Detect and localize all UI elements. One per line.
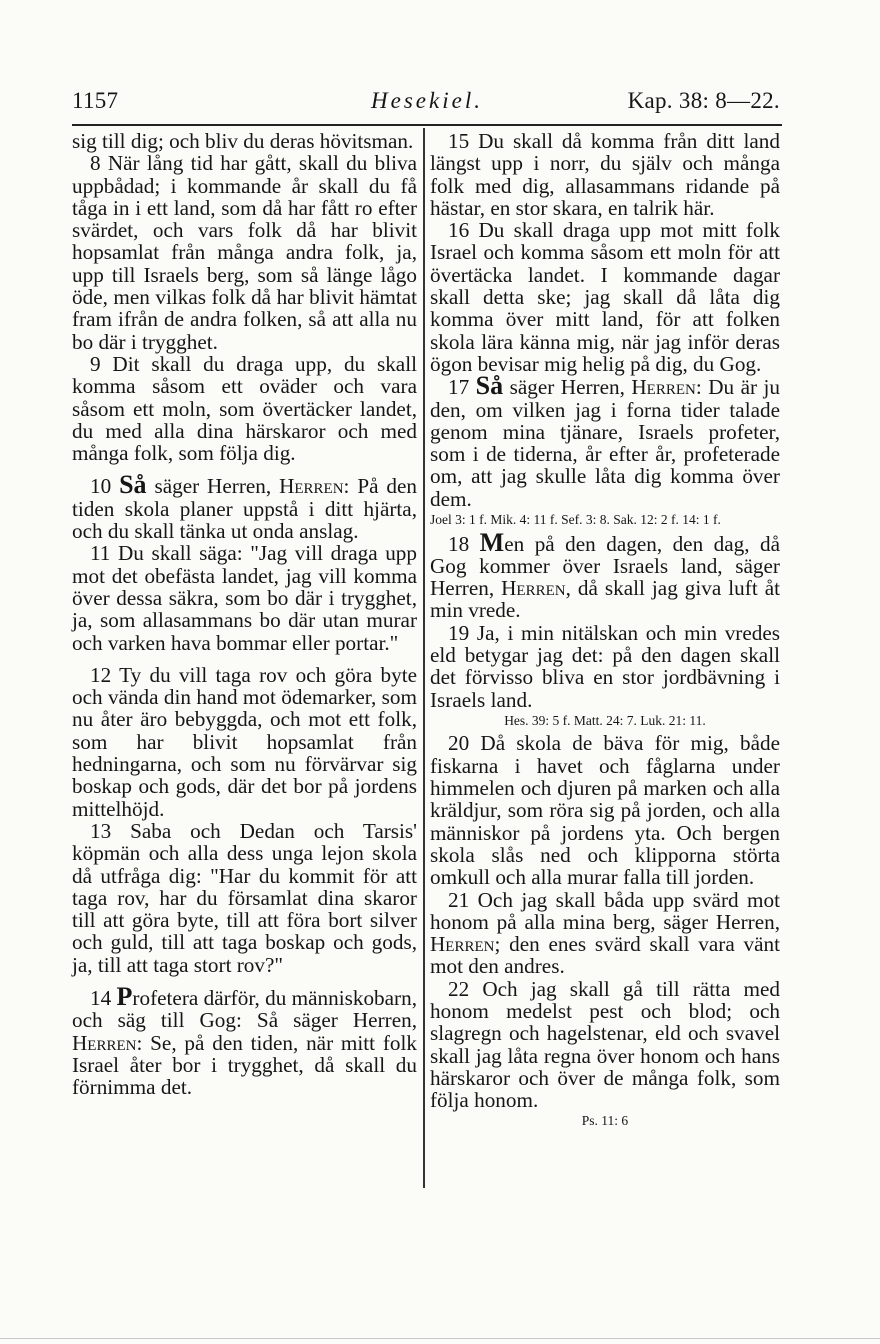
divine-name: Herren <box>430 932 495 957</box>
drop-cap: M <box>479 527 505 557</box>
verse-text: : Du är ju den, om vilken jag i forna tider talade genom mina tjänare, Israels profeter, som i de tiderna, år efter år, profeterade om, att jag skulle låta dig komma över dem. <box>430 375 780 511</box>
drop-cap: P <box>116 981 133 1011</box>
verse-16: 16 Du skall draga upp mot mitt folk Israel och komma såsom ett moln för att övertäcka landet. I kommande dagar skall detta ske; jag skall då låta dig komma över mitt land, för att folken skola lära känna mig, när jag inför deras ögon bevisar mig helig på dig, du Gog. <box>430 218 780 376</box>
verse-15: 15 Du skall då komma från ditt land längst upp i norr, du själv och många folk med dig, allasammans ridande på hästar, en stor skara, en talrik här. <box>430 129 780 220</box>
verse-text: rofetera därför, du människobarn, och säg till Gog: Så säger Herren, <box>72 985 418 1033</box>
drop-cap: Så <box>119 470 147 500</box>
verse-14 <box>72 981 418 1100</box>
verse-8: 8 När lång tid har gått, skall du bliva uppbådad; i kommande år skall du få tåga in i ett land, som då har fått ro efter svärdet, och vars folk då har blivit hopsamlat från många andra folk, ja, upp till Israels berg, som så länge lågo öde, men vilkas folk då har blivit hämtat fram ifrån de andra folken, så att alla nu bo där i trygghet. <box>72 151 417 354</box>
book-title: Hesekiel. <box>371 88 483 113</box>
right-column <box>430 130 780 1133</box>
verse-text: , då skall jag giva luft åt min vrede. <box>430 576 780 623</box>
verse-21 <box>430 889 780 978</box>
verse-9: 9 Dit skall du draga upp, du skall komma såsom ett oväder och vara såsom ett moln, som övertäcker landet, du med alla dina härskaror och med många folk, som följa dig. <box>72 351 417 466</box>
verse-text: ; den enes svärd skall vara vänt mot den andres. <box>430 932 780 979</box>
drop-cap: Så <box>475 371 504 401</box>
verse-13: 13 Saba och Dedan och Tarsis' köpmän och alla dess unga lejon skola då utfråga dig: "Har du kommit för att taga rov, har du församlat dina skaror till att göra byte, till att föra bort silver och guld, till att taga boskap och gods, ja, till att taga stort rov?" <box>72 818 417 977</box>
divine-name: Herren <box>501 576 566 601</box>
verse-text: : På den tiden skola planer uppstå i ditt hjärta, och du skall tänka ut onda anslag. <box>72 474 418 544</box>
verse-10 <box>72 470 418 544</box>
verse-22: 22 Och jag skall gå till rätta med honom medelst pest och blod; och slagregn och hagelstenar, eld och svavel skall jag låta regna över honom och hans härskaror och över de många folk, som följa honom. <box>430 976 780 1113</box>
verse-number: 10 <box>90 474 120 499</box>
verse-12: 12 Ty du vill taga rov och göra byte och vända din hand mot ödemarker, som nu åter äro bebyggda, och mot ett folk, som har blivit hopsamlat från hedningarna, och som nu förvärvar sig boskap och gods, där det bor på jordens mittelhöjd. <box>72 662 417 821</box>
divine-name: Herren <box>72 1030 137 1055</box>
verse-20: 20 Då skola de bäva för mig, både fiskarna i havet och fåglarna under himmelen och djuren på marken och alla kräldjur, som röra sig på jorden, och alla människor på jordens yta. Och bergen skola slås ned och klipporna störta omkull och alla murar falla till jorden. <box>430 731 780 890</box>
divine-name: Herren <box>279 474 344 499</box>
header-rule <box>72 124 782 126</box>
verse-text: en på den dagen, den dag, då Gog kommer över Israels land, säger Herren, <box>430 531 781 601</box>
page-number: 1157 <box>72 88 119 113</box>
column-divider <box>423 128 425 1188</box>
chapter-reference: Kap. 38: 8—22. <box>627 88 780 113</box>
verse-18 <box>430 527 781 623</box>
cross-reference: Joel 3: 1 f. Mik. 4: 11 f. Sef. 3: 8. Sak. 12: 2 f. 14: 1 f. <box>430 512 721 528</box>
left-column <box>72 130 417 1098</box>
verse-text: säger Herren, <box>503 375 632 400</box>
verse-number: 18 <box>448 531 480 556</box>
divine-name: Herren <box>631 375 696 400</box>
verse-text: säger Herren, <box>146 474 280 499</box>
scan-edge <box>0 1338 880 1339</box>
verse-19: 19 Ja, i min nitälskan och min vredes eld betygar jag det: på den dagen skall det förvisso bliva en stor jordbävning i Israels land. <box>430 620 780 712</box>
verse-number: 14 <box>90 985 117 1010</box>
verse-7-end: sig till dig; och bliv du deras hövitsman. <box>72 129 414 153</box>
verse-text: 21 Och jag skall båda upp svärd mot honom på alla mina berg, säger Herren, <box>430 887 780 934</box>
verse-number: 17 <box>448 375 476 400</box>
verse-17 <box>430 371 780 511</box>
page-header <box>72 88 782 124</box>
verse-text: : Se, på den tiden, när mitt folk Israel åter bor i trygghet, då skall du förnimma det. <box>72 1030 417 1100</box>
verse-11: 11 Du skall säga: "Jag vill draga upp mot det obefästa landet, jag vill komma över dessa säkra, som bo där i trygghet, ja, som allasammans bo där utan murar och varken hava bommar eller portar." <box>72 541 417 655</box>
cross-reference: Hes. 39: 5 f. Matt. 24: 7. Luk. 21: 11. <box>504 712 706 728</box>
cross-reference: Ps. 11: 6 <box>581 1113 629 1129</box>
